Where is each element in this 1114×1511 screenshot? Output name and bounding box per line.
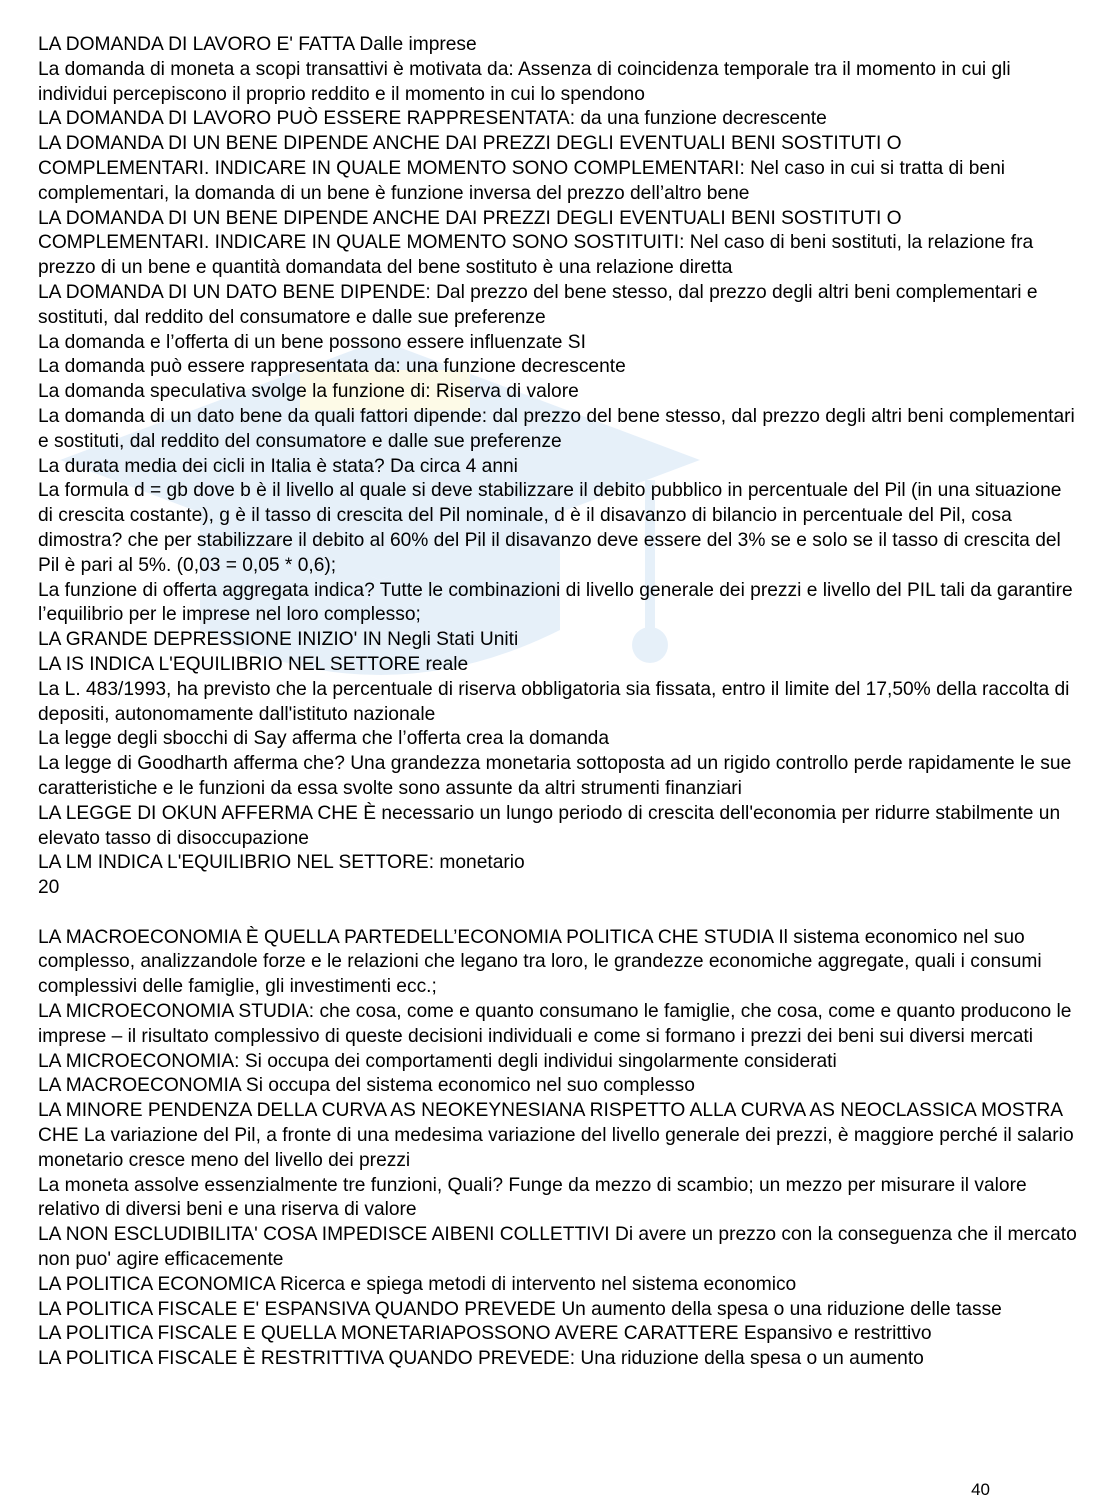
paragraph: LA MINORE PENDENZA DELLA CURVA AS NEOKEYNESIANA RISPETTO ALLA CURVA AS NEOCLASSICA MOSTRA CHE La variazione del Pil, a fronte di una medesima variazione del livello generale dei prezzi, è maggiore perché il salario monetario cresce meno del livello dei prezzi: [38, 1100, 1074, 1171]
paragraph: LA GRANDE DEPRESSIONE INIZIO' IN Negli Stati Uniti: [38, 629, 519, 651]
paragraph: La domanda di un dato bene da quali fattori dipende: dal prezzo del bene stesso, dal prezzo degli altri beni complementari e sostituti, dal reddito del consumatore e dalle sue preferenze: [38, 405, 1075, 452]
inline-page-number: 20: [38, 877, 60, 899]
paragraph: La domanda di moneta a scopi transattivi è motivata da: Assenza di coincidenza temporale tra il momento in cui gli individui percepiscono il proprio reddito e il momento in cui lo spendono: [38, 58, 1011, 105]
paragraph: LA MICROECONOMIA STUDIA: che cosa, come e quanto consumano le famiglie, che cosa, come e quanto producono le imprese – il risultato complessivo di queste decisioni individuali e come si formano i prezzi dei beni sui diversi mercati: [38, 1001, 1072, 1047]
paragraph: La domanda speculativa svolge la funzione di: Riserva di valore: [38, 381, 579, 403]
paragraph: La moneta assolve essenzialmente tre funzioni, Quali? Funge da mezzo di scambio; un mezzo per misurare il valore relativo di diversi beni e una riserva di valore: [38, 1174, 1027, 1221]
paragraph: LA LM INDICA L'EQUILIBRIO NEL SETTORE: monetario: [38, 852, 525, 874]
paragraph: LA MACROECONOMIA Si occupa del sistema economico nel suo complesso: [38, 1075, 695, 1097]
paragraph: La formula d = gb dove b è il livello al quale si deve stabilizzare il debito pubblico in percentuale del Pil (in una situazione di crescita costante), g è il tasso di crescita del Pil nominale, d è il disavanzo di bilancio in percentuale del Pil, cosa dimostra? che per stabilizzare il debito al 60% del Pil il disavanzo deve essere del 3% se e solo se il tasso di crescita del Pil è pari al 5%. (0,03 = 0,05 * 0,6);: [38, 480, 1062, 576]
paragraph: LA POLITICA FISCALE E' ESPANSIVA QUANDO PREVEDE Un aumento della spesa o una riduzione delle tasse: [38, 1298, 1002, 1320]
paragraph: LA IS INDICA L'EQUILIBRIO NEL SETTORE reale: [38, 653, 469, 675]
paragraph: LA LEGGE DI OKUN AFFERMA CHE È necessario un lungo periodo di crescita dell'economia per ridurre stabilmente un elevato tasso di disoccupazione: [38, 802, 1061, 849]
paragraph: La durata media dei cicli in Italia è stata? Da circa 4 anni: [38, 455, 518, 477]
paragraph: LA POLITICA FISCALE È RESTRITTIVA QUANDO PREVEDE: Una riduzione della spesa o un aumento: [38, 1348, 924, 1370]
paragraph: La legge di Goodharth afferma che? Una grandezza monetaria sottoposta ad un rigido controllo perde rapidamente le sue caratteristiche e le funzioni da essa svolte sono assunte da altri strumenti finanziari: [38, 753, 1072, 799]
paragraph: LA DOMANDA DI LAVORO E' FATTA Dalle imprese: [38, 34, 477, 55]
paragraph: La funzione di offerta aggregata indica? Tutte le combinazioni di livello generale dei prezzi e livello del PIL tali da garantire l’equilibrio per le imprese nel loro complesso;: [38, 579, 1073, 626]
paragraph: LA DOMANDA DI UN BENE DIPENDE ANCHE DAI PREZZI DEGLI EVENTUALI BENI SOSTITUTI O COMPLEMENTARI. INDICARE IN QUALE MOMENTO SONO SOSTITUITI: Nel caso di beni sostituti, la relazione fra prezzo di un bene e quantità domandata del bene sostituto è una relazione diretta: [38, 207, 1034, 279]
blank-line: [38, 901, 1078, 926]
paragraph: LA DOMANDA DI UN BENE DIPENDE ANCHE DAI PREZZI DEGLI EVENTUALI BENI SOSTITUTI O COMPLEMENTARI. INDICARE IN QUALE MOMENTO SONO COMPLEMENTARI: Nel caso in cui si tratta di beni complementari, la domanda di un bene è funzione inversa del prezzo dell’altro bene: [38, 133, 1006, 204]
paragraph: LA POLITICA FISCALE E QUELLA MONETARIAPOSSONO AVERE CARATTERE Espansivo e restrittivo: [38, 1323, 932, 1345]
paragraph: LA NON ESCLUDIBILITA' COSA IMPEDISCE AIBENI COLLETTIVI Di avere un prezzo con la conseguenza che il mercato non puo' agire efficacemente: [38, 1224, 1077, 1271]
page-number: 40: [971, 1480, 990, 1499]
paragraph: La L. 483/1993, ha previsto che la percentuale di riserva obbligatoria sia fissata, entro il limite del 17,50% della raccolta di depositi, autonomamente dall'istituto nazionale: [38, 678, 1070, 725]
paragraph: La legge degli sbocchi di Say afferma che l’offerta crea la domanda: [38, 728, 610, 750]
paragraph: LA POLITICA ECONOMICA Ricerca e spiega metodi di intervento nel sistema economico: [38, 1273, 797, 1295]
paragraph: LA DOMANDA DI LAVORO PUÒ ESSERE RAPPRESENTATA: da una funzione decrescente: [38, 108, 827, 130]
paragraph: LA MACROECONOMIA È QUELLA PARTEDELL’ECONOMIA POLITICA CHE STUDIA Il sistema economico nel suo complesso, analizzandole forze e le relazioni che legano tra loro, le grandezze economiche aggregate, quali i consumi complessivi delle famiglie, gli investimenti ecc.;: [38, 926, 1042, 998]
paragraph: LA MICROECONOMIA: Si occupa dei comportamenti degli individui singolarmente considerati: [38, 1050, 837, 1072]
paragraph: La domanda può essere rappresentata da: una funzione decrescente: [38, 356, 626, 378]
document-body: [38, 33, 1078, 1372]
paragraph: LA DOMANDA DI UN DATO BENE DIPENDE: Dal prezzo del bene stesso, dal prezzo degli altri beni complementari e sostituti, dal reddito del consumatore e dalle sue preferenze: [38, 281, 1038, 328]
paragraph: La domanda e l’offerta di un bene possono essere influenzate SI: [38, 331, 586, 353]
